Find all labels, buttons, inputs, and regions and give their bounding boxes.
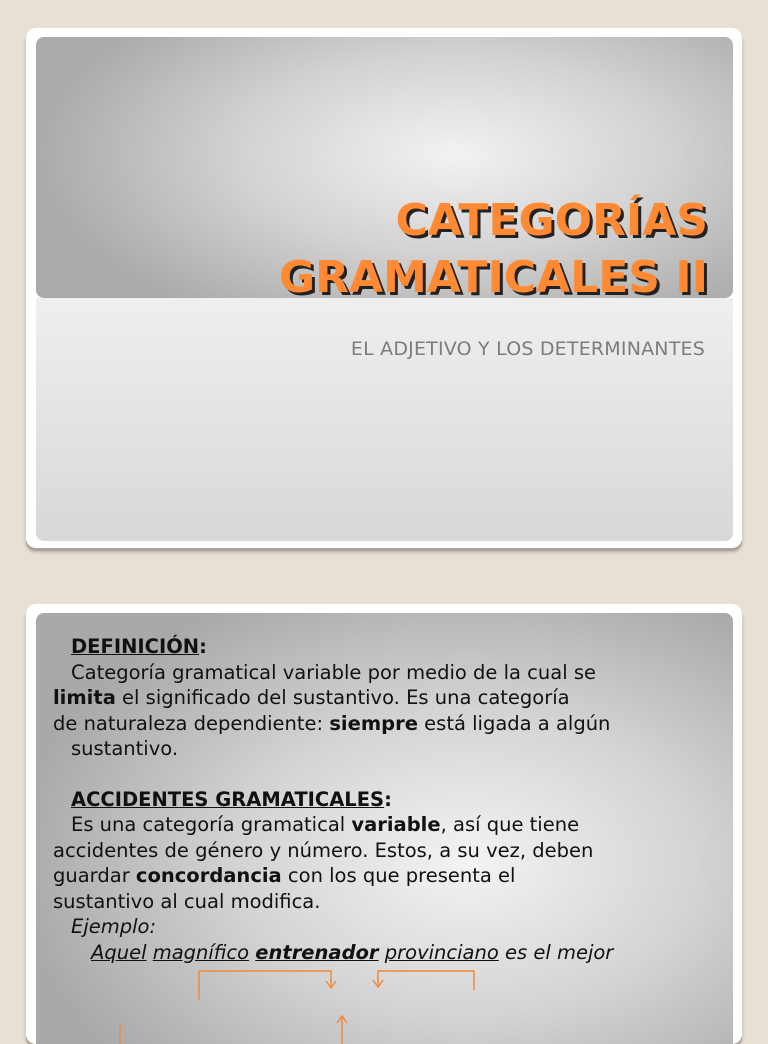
example-sentence: Aquel magnífico entrenador provinciano es el mejor	[91, 940, 614, 964]
example-label: Ejemplo:	[71, 915, 157, 938]
title-slide[interactable]	[26, 28, 742, 548]
agreement-arrows	[26, 604, 742, 1044]
definition-line: limita el significado del sustantivo. Es una categoría	[53, 686, 570, 709]
definition-line: Categoría gramatical variable por medio de la cual se	[71, 660, 596, 684]
accidents-line: guardar concordancia con los que presenta el	[53, 864, 516, 887]
accidents-line: Es una categoría gramatical variable, así que tiene	[71, 813, 580, 836]
subtitle-panel	[36, 298, 733, 541]
accidents-line: accidentes de género y número. Estos, a su vez, deben	[53, 838, 594, 862]
example-word: provinciano	[384, 940, 499, 964]
definition-line: sustantivo.	[71, 737, 179, 760]
content-slide[interactable]	[26, 604, 742, 1044]
bracket-magnifico	[199, 971, 331, 1000]
example-word: Aquel	[91, 940, 147, 964]
example-noun: entrenador	[255, 940, 379, 964]
definition-line: de naturaleza dependiente: siempre está ligada a algún	[53, 711, 611, 735]
bracket-provinciano	[378, 971, 474, 990]
title-line-1: CATEGORÍAS	[395, 195, 708, 246]
accidents-line: sustantivo al cual modifica.	[53, 889, 321, 913]
arrow-head-3	[337, 1016, 347, 1044]
example-word: magnífico	[152, 940, 250, 964]
slide-title	[279, 192, 708, 306]
slide-subtitle: EL ADJETIVO Y LOS DETERMINANTES	[350, 338, 705, 360]
title-line-2: GRAMATICALES II	[278, 252, 708, 303]
definition-heading: DEFINICIÓN:	[71, 635, 207, 658]
accidents-heading: ACCIDENTES GRAMATICALES:	[71, 787, 392, 811]
